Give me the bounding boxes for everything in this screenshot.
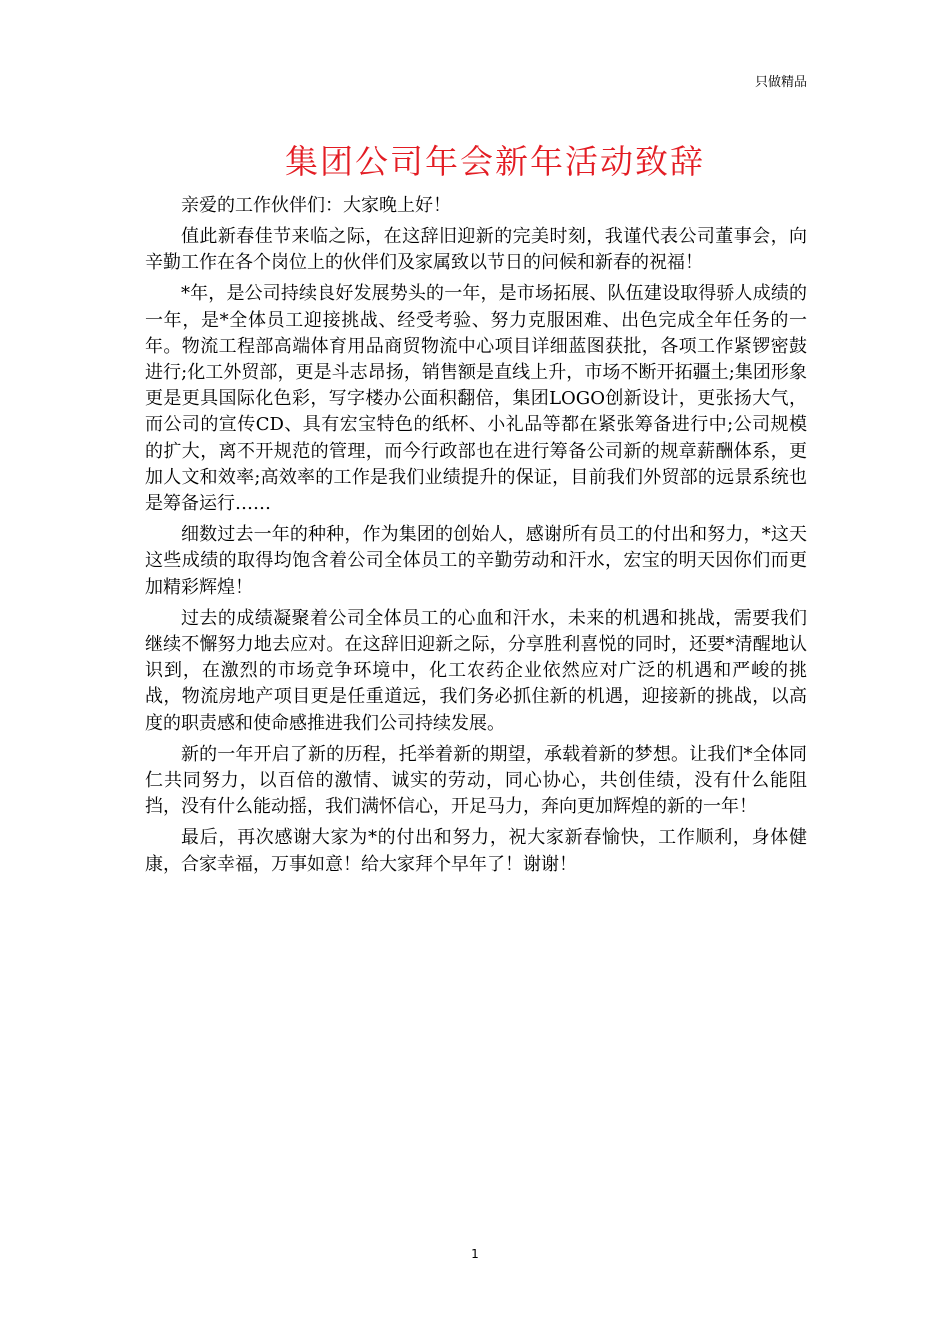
document-title: 集团公司年会新年活动致辞 — [285, 142, 705, 181]
header-note: 只做精品 — [754, 75, 807, 90]
paragraph-3: 细数过去一年的种种，作为集团的创始人，感谢所有员工的付出和努力，*这天这些成绩的取得均饱含着公司全体员工的辛勤劳动和汗水，宏宝的明天因你们而更加精彩辉煌！ — [145, 524, 807, 598]
page-number: 1 — [471, 1247, 479, 1261]
paragraph-5: 新的一年开启了新的历程，托举着新的期望，承载着新的梦想。让我们*全体同仁共同努力，以百倍的激情、诚实的劳动，同心协心，共创佳绩，没有什么能阻挡，没有什么能动摇，我们满怀信心，开足马力，奔向更加辉煌的新的一年！ — [145, 743, 807, 818]
paragraph-4: 过去的成绩凝聚着公司全体员工的心血和汗水，未来的机遇和挑战，需要我们继续不懈努力地去应对。在这辞旧迎新之际，分享胜利喜悦的同时，还要*清醒地认识到，在激烈的市场竞争环境中，化工农药企业依然应对广泛的机遇和严峻的挑战，物流房地产项目更是任重道远，我们务必抓住新的机遇，迎接新的挑战，以高度的职责感和使命感推进我们公司持续发展。 — [145, 607, 807, 734]
paragraph-6: 最后，再次感谢大家为*的付出和努力，祝大家新春愉快，工作顺利，身体健康，合家幸福，万事如意！给大家拜个早年了！谢谢！ — [145, 827, 807, 875]
paragraph-1: 值此新春佳节来临之际，在这辞旧迎新的完美时刻，我谨代表公司董事会，向辛勤工作在各个岗位上的伙伴们及家属致以节日的问候和新春的祝福！ — [145, 226, 807, 274]
greeting: 亲爱的工作伙伴们：大家晚上好！ — [181, 195, 451, 216]
paragraph-2: *年，是公司持续良好发展势头的一年，是市场拓展、队伍建设取得骄人成绩的一年，是*全体员工迎接挑战、经受考验、努力克服困难、出色完成全年任务的一年。物流工程部高端体育用品商贸物流中心项目详细蓝图获批，各项工作紧锣密鼓进行;化工外贸部，更是斗志昂扬，销售额是直线上升，市场不断开拓疆土;集团形象更是更具国际化色彩，写字楼办公面积翻倍，集团LOGO创新设计，更张扬大气，而公司的宣传CD、具有宏宝特色的纸杯、小礼品等都在紧张筹备进行中;公司规模的扩大，离不开规范的管理，而今行政部也在进行筹备公司新的规章薪酬体系，更加人文和效率;高效率的工作是我们业绩提升的保证，目前我们外贸部的远景系统也是筹备运行…… — [145, 283, 807, 515]
document-body — [145, 193, 807, 883]
